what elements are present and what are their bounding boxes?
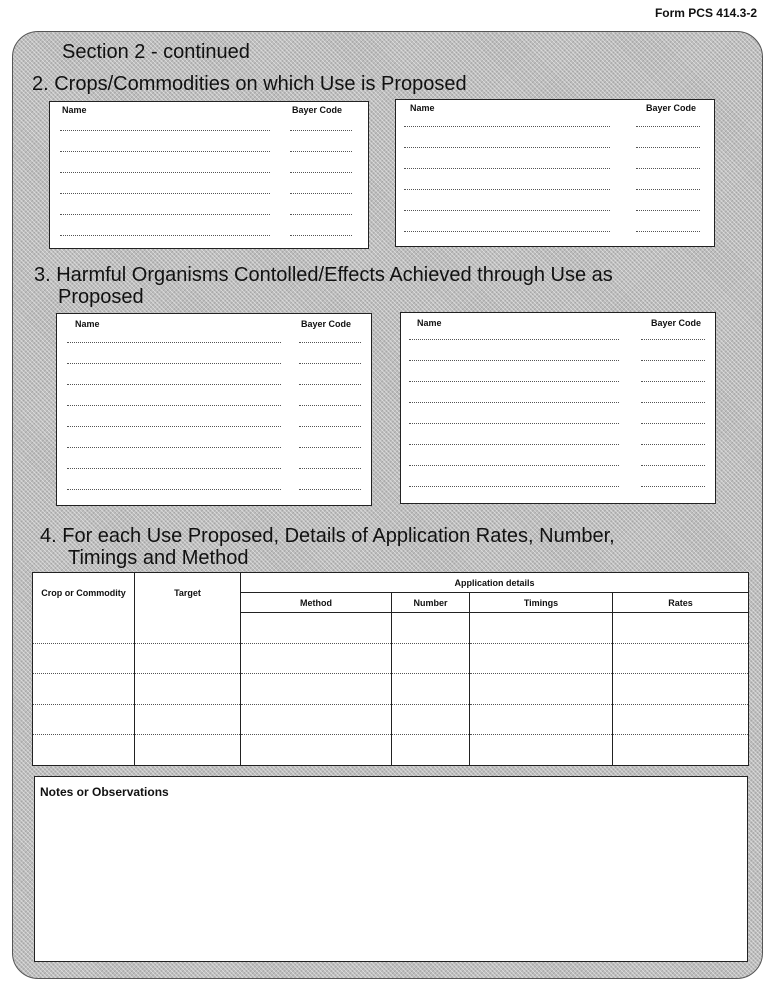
organisms-table-left xyxy=(56,313,372,506)
bayer-code-entry-line[interactable] xyxy=(290,235,352,236)
name-entry-line[interactable] xyxy=(60,193,270,194)
target-cell[interactable] xyxy=(135,643,241,674)
timings-cell[interactable] xyxy=(470,674,613,705)
number-cell[interactable] xyxy=(392,674,470,705)
name-entry-line[interactable] xyxy=(409,381,619,382)
target-cell[interactable] xyxy=(135,704,241,735)
bayer-code-entry-line[interactable] xyxy=(641,381,705,382)
name-entry-line[interactable] xyxy=(67,363,281,364)
section3-heading xyxy=(34,264,613,308)
name-entry-line[interactable] xyxy=(404,126,610,127)
column-header-target: Target xyxy=(135,573,241,613)
column-header-bayer-code: Bayer Code xyxy=(292,105,343,115)
bayer-code-entry-line[interactable] xyxy=(290,130,352,131)
name-entry-line[interactable] xyxy=(67,489,281,490)
column-header-timings: Timings xyxy=(470,593,613,613)
name-entry-line[interactable] xyxy=(67,405,281,406)
name-entry-line[interactable] xyxy=(60,214,270,215)
bayer-code-entry-line[interactable] xyxy=(290,151,352,152)
name-entry-line[interactable] xyxy=(404,189,610,190)
bayer-code-entry-line[interactable] xyxy=(299,363,361,364)
column-header-name: Name xyxy=(410,103,435,113)
bayer-code-entry-line[interactable] xyxy=(641,339,705,340)
timings-cell[interactable] xyxy=(470,735,613,766)
bayer-code-entry-line[interactable] xyxy=(641,486,705,487)
method-cell[interactable] xyxy=(241,643,392,674)
bayer-code-entry-line[interactable] xyxy=(636,168,700,169)
name-entry-line[interactable] xyxy=(409,339,619,340)
bayer-code-entry-line[interactable] xyxy=(636,126,700,127)
crop-cell[interactable] xyxy=(33,643,135,674)
target-cell[interactable] xyxy=(135,735,241,766)
bayer-code-entry-line[interactable] xyxy=(636,231,700,232)
method-cell[interactable] xyxy=(241,613,392,644)
bayer-code-entry-line[interactable] xyxy=(299,447,361,448)
bayer-code-entry-line[interactable] xyxy=(641,402,705,403)
notes-box[interactable] xyxy=(34,776,748,962)
name-entry-line[interactable] xyxy=(67,342,281,343)
name-entry-line[interactable] xyxy=(409,402,619,403)
number-cell[interactable] xyxy=(392,735,470,766)
bayer-code-entry-line[interactable] xyxy=(641,465,705,466)
name-entry-line[interactable] xyxy=(409,465,619,466)
notes-label: Notes or Observations xyxy=(40,785,169,799)
bayer-code-entry-line[interactable] xyxy=(636,210,700,211)
bayer-code-entry-line[interactable] xyxy=(290,214,352,215)
timings-cell[interactable] xyxy=(470,704,613,735)
column-header-bayer-code: Bayer Code xyxy=(651,318,702,328)
column-header-rates: Rates xyxy=(613,593,749,613)
name-entry-line[interactable] xyxy=(404,231,610,232)
application-details-table xyxy=(32,572,749,766)
name-entry-line[interactable] xyxy=(409,444,619,445)
method-cell[interactable] xyxy=(241,674,392,705)
name-entry-line[interactable] xyxy=(67,384,281,385)
crops-table-right xyxy=(395,99,715,247)
column-header-name: Name xyxy=(75,319,100,329)
timings-cell[interactable] xyxy=(470,613,613,644)
table-row xyxy=(33,674,749,705)
rates-cell[interactable] xyxy=(613,735,749,766)
rates-cell[interactable] xyxy=(613,613,749,644)
section-title: Section 2 - continued xyxy=(62,41,250,63)
name-entry-line[interactable] xyxy=(67,468,281,469)
bayer-code-entry-line[interactable] xyxy=(299,468,361,469)
column-group-application-details: Application details xyxy=(241,573,749,593)
name-entry-line[interactable] xyxy=(404,147,610,148)
name-entry-line[interactable] xyxy=(409,486,619,487)
rates-cell[interactable] xyxy=(613,704,749,735)
crops-table-left xyxy=(49,101,369,249)
number-cell[interactable] xyxy=(392,704,470,735)
table-row xyxy=(33,613,749,644)
column-header-number: Number xyxy=(392,593,470,613)
section4-heading xyxy=(40,525,615,569)
section2-heading: 2. Crops/Commodities on which Use is Proposed xyxy=(32,73,467,95)
bayer-code-entry-line[interactable] xyxy=(299,342,361,343)
method-cell[interactable] xyxy=(241,735,392,766)
name-entry-line[interactable] xyxy=(404,210,610,211)
name-entry-line[interactable] xyxy=(60,235,270,236)
crop-cell[interactable] xyxy=(33,704,135,735)
column-header-bayer-code: Bayer Code xyxy=(301,319,352,329)
rates-cell[interactable] xyxy=(613,643,749,674)
section3-heading-line1: 3. Harmful Organisms Contolled/Effects Achieved through Use as xyxy=(34,264,613,286)
table-row xyxy=(33,704,749,735)
section3-heading-line2: Proposed xyxy=(58,286,144,308)
section4-heading-line2: Timings and Method xyxy=(68,547,249,569)
crop-cell[interactable] xyxy=(33,735,135,766)
section4-heading-line1: 4. For each Use Proposed, Details of Application Rates, Number, xyxy=(40,525,615,547)
target-cell[interactable] xyxy=(135,613,241,644)
column-header-crop: Crop or Commodity xyxy=(41,587,126,598)
bayer-code-entry-line[interactable] xyxy=(636,147,700,148)
name-entry-line[interactable] xyxy=(409,423,619,424)
timings-cell[interactable] xyxy=(470,643,613,674)
number-cell[interactable] xyxy=(392,643,470,674)
name-entry-line[interactable] xyxy=(67,447,281,448)
form-number: Form PCS 414.3-2 xyxy=(654,6,757,20)
crop-cell[interactable] xyxy=(33,613,135,644)
organisms-table-right xyxy=(400,312,716,504)
number-cell[interactable] xyxy=(392,613,470,644)
bayer-code-entry-line[interactable] xyxy=(290,172,352,173)
bayer-code-entry-line[interactable] xyxy=(299,405,361,406)
name-entry-line[interactable] xyxy=(404,168,610,169)
table-row xyxy=(33,643,749,674)
crop-cell[interactable] xyxy=(33,674,135,705)
column-header-bayer-code: Bayer Code xyxy=(646,103,697,113)
bayer-code-entry-line[interactable] xyxy=(641,423,705,424)
column-header-name: Name xyxy=(62,105,87,115)
method-cell[interactable] xyxy=(241,704,392,735)
table-row xyxy=(33,735,749,766)
bayer-code-entry-line[interactable] xyxy=(641,444,705,445)
bayer-code-entry-line[interactable] xyxy=(299,426,361,427)
bayer-code-entry-line[interactable] xyxy=(641,360,705,361)
bayer-code-entry-line[interactable] xyxy=(299,489,361,490)
column-header-method: Method xyxy=(241,593,392,613)
bayer-code-entry-line[interactable] xyxy=(636,189,700,190)
bayer-code-entry-line[interactable] xyxy=(299,384,361,385)
name-entry-line[interactable] xyxy=(60,172,270,173)
rates-cell[interactable] xyxy=(613,674,749,705)
bayer-code-entry-line[interactable] xyxy=(290,193,352,194)
name-entry-line[interactable] xyxy=(67,426,281,427)
name-entry-line[interactable] xyxy=(409,360,619,361)
target-cell[interactable] xyxy=(135,674,241,705)
name-entry-line[interactable] xyxy=(60,130,270,131)
name-entry-line[interactable] xyxy=(60,151,270,152)
column-header-name: Name xyxy=(417,318,442,328)
